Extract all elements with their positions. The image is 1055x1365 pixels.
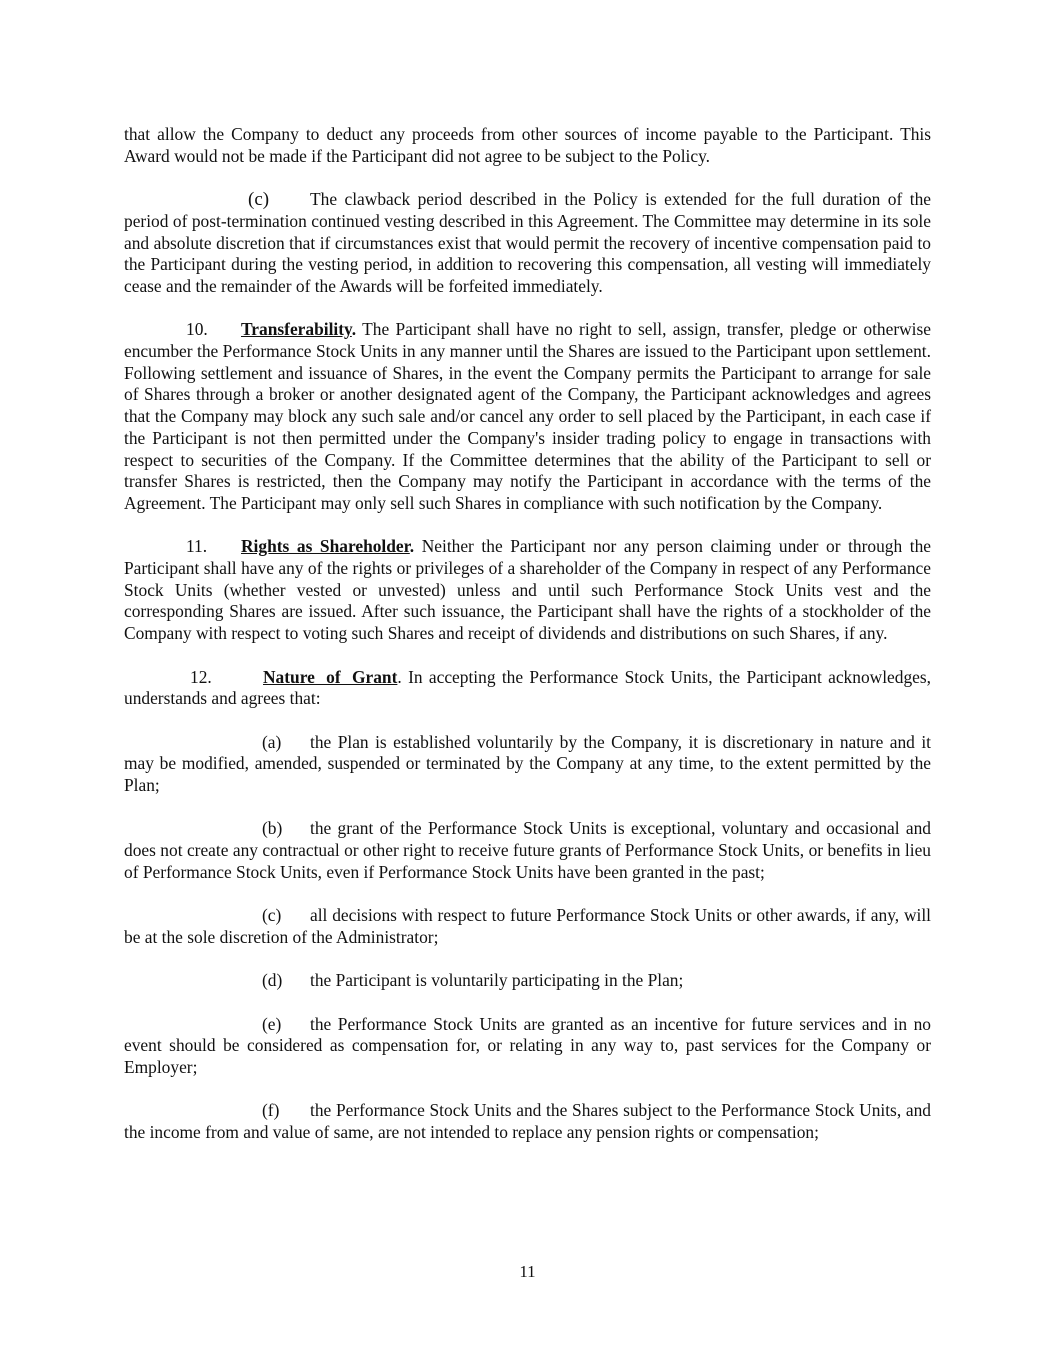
section-heading: Transferability (241, 319, 352, 340)
section-11-rights-as-shareholder (124, 536, 931, 645)
section-heading: Nature of Grant (263, 666, 398, 687)
subitem-text: the Performance Stock Units and the Shares subject to the Performance Stock Units, and the income from and value of same, are not intended to replace any pension rights or compensation; (124, 1100, 931, 1143)
subitem-text: the grant of the Performance Stock Units is exceptional, voluntary and occasional and does not create any contractual or other right to receive future grants of Performance Stock Units, or benefits in lieu of Performance Stock Units, even if Performance Stock Units have been granted in the past; (124, 818, 931, 882)
section-text: The Participant shall have no right to sell, assign, transfer, pledge or otherwise encumber the Performance Stock Units in any manner until the Shares are issued to the Participant upon settlement. Following settlement and issuance of Shares, in the event the Company permits the Participant to arrange for sale of Shares through a broker or another designated agent of the Company, the Participant acknowledges and agrees that the Company may block any such sale and/or cancel any order to sell placed by the Participant, in each case if the Participant is not then permitted under the Company's insider trading policy to engage in transactions with respect to securities of the Company. If the Committee determines that the ability of the Participant to sell or transfer Shares is restricted, then the Company may notify the Participant in accordance with the terms of the Agreement. The Participant may only sell such Shares in compliance with such notification by the Company. (124, 319, 931, 513)
heading-punct: . (397, 666, 402, 687)
subitem-c (124, 905, 931, 948)
document-page (124, 124, 931, 1144)
subitem-text: the Performance Stock Units are granted as an incentive for future services and in no event should be considered as compensation for, or relating in any way to, past services for the Company or Employer; (124, 1013, 931, 1078)
subitem-label: (e) (262, 1013, 282, 1034)
section-12-nature-of-grant (124, 667, 931, 710)
subitem-label: (d) (262, 970, 283, 991)
section-10-transferability (124, 319, 931, 514)
subitem-b (124, 818, 931, 883)
section-text: Neither the Participant nor any person claiming under or through the Participant shall have any of the rights or privileges of a shareholder of the Company in respect of any Performance Stock Units (whether vested or unvested) unless and until such Performance Stock Units vest and the corresponding Shares are issued. After such issuance, the Participant shall have the rights of a stockholder of the Company with respect to voting such Shares and receipt of dividends and distributions on such Shares, if any. (124, 536, 931, 644)
heading-punct: . (351, 319, 357, 340)
heading-punct: . (409, 536, 415, 557)
subparagraph-label: (c) (248, 189, 270, 211)
subitem-e (124, 1014, 931, 1079)
subitem-label: (f) (262, 1100, 280, 1121)
subitem-a (124, 732, 931, 797)
section-number: 11. (186, 536, 208, 557)
section-number: 10. (186, 319, 208, 340)
subitem-label: (a) (262, 731, 282, 752)
subitem-text: the Plan is established voluntarily by the Company, it is discretionary in nature and it may be modified, amended, suspended or terminated by the Company at any time, to the extent permitted by the Plan; (124, 731, 931, 796)
subitem-f (124, 1100, 931, 1143)
subitem-label: (c) (262, 905, 282, 926)
section-heading: Rights as Shareholder (241, 536, 410, 557)
subitem-d (124, 970, 931, 992)
page-number: 11 (519, 1262, 536, 1281)
section-text: In accepting the Performance Stock Units, the Participant acknowledges, understands and agrees that: (124, 666, 931, 709)
clawback-subparagraph-c (124, 189, 931, 298)
subitem-text: the Participant is voluntarily participating in the Plan; (310, 970, 684, 991)
continuation-paragraph: that allow the Company to deduct any proceeds from other sources of income payable to the Participant. This Award would not be made if the Participant did not agree to be subject to the Policy. (124, 124, 931, 166)
subparagraph-text: The clawback period described in the Policy is extended for the full duration of the period of post-termination continued vesting described in this Agreement. The Committee may determine in its sole and absolute discretion that if circumstances exist that would permit the recovery of incentive compensation paid to the Participant during the vesting period, in addition to recovering this compensation, all vesting will immediately cease and the remainder of the Awards will be forfeited immediately. (124, 189, 931, 296)
section-number: 12. (190, 666, 212, 687)
subitem-label: (b) (262, 818, 283, 839)
subitem-text: all decisions with respect to future Performance Stock Units or other awards, if any, will be at the sole discretion of the Administrator; (124, 905, 931, 947)
